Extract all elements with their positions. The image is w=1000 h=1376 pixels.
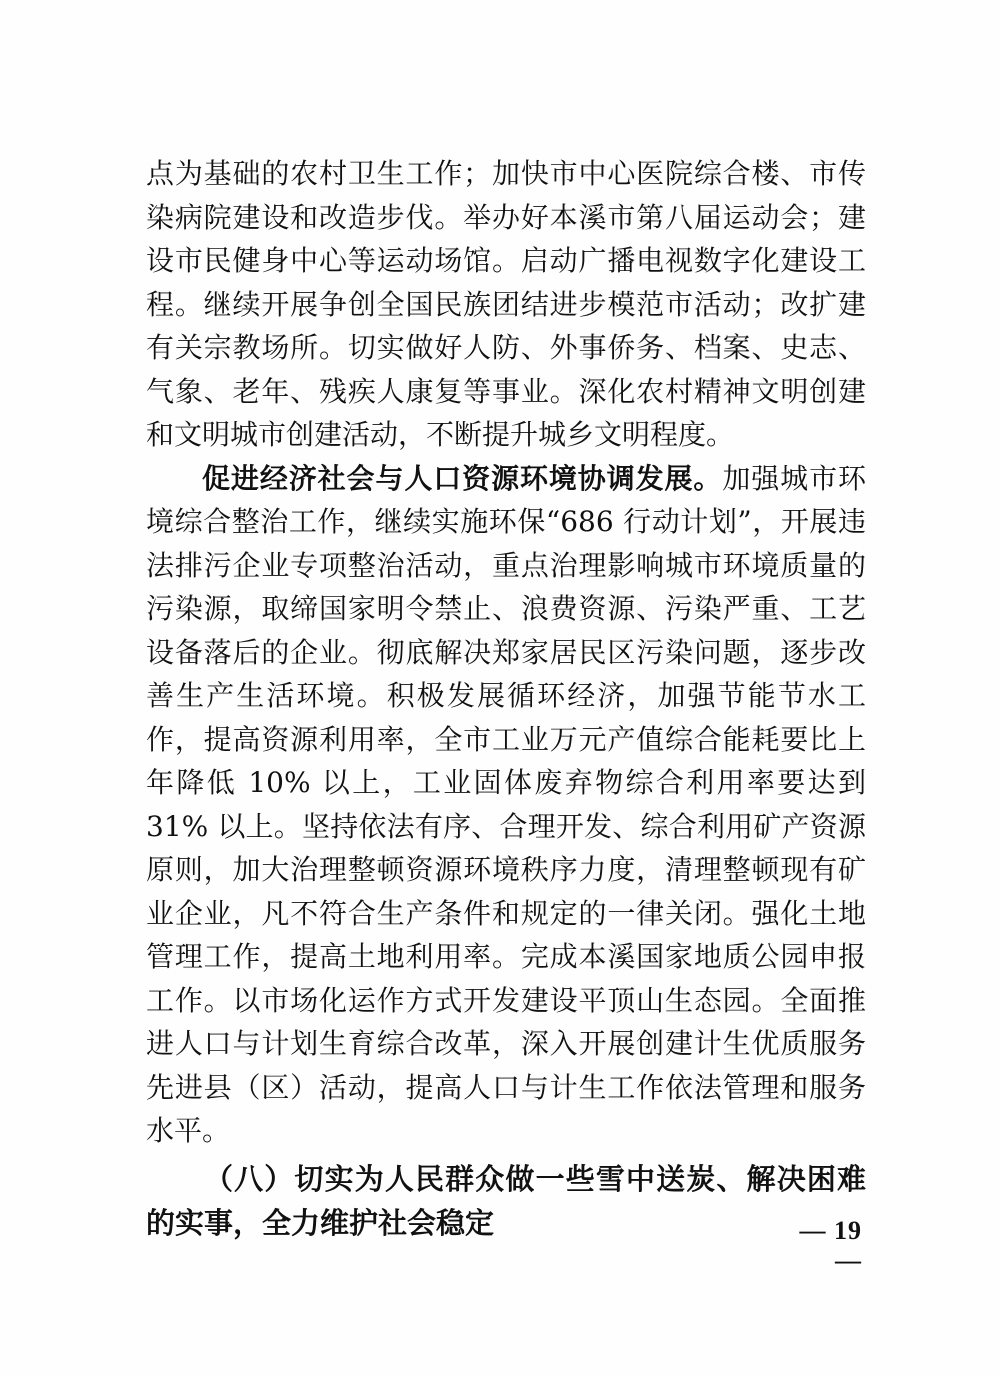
paragraph-body-text: 加强城市环境综合整治工作，继续实施环保“686 行动计划”，开展违法排污企业专项整治活动，重点治理影响城市环境质量的污染源，取缔国家明令禁止、浪费资源、污染严重、工艺设备落后的企业。彻底解决郑家居民区污染问题，逐步改善生产生活环境。积极发展循环经济，加强节能节水工作，提高资源利用率，全市工业万元产值综合能耗要比上年降低 10% 以上，工业固体废弃物综合利用率要达到 31% 以上。坚持依法有序、合理开发、综合利用矿产资源原则，加大治理整顿资源环境秩序力度，清理整顿现有矿业企业，凡不符合生产条件和规定的一律关闭。强化土地管理工作，提高土地利用率。完成本溪国家地质公园申报工作。以市场化运作方式开发建设平顶山生态园。全面推进人口与计划生育综合改革，深入开展创建计生优质服务先进县（区）活动，提高人口与计生工作依法管理和服务水平。 bbox=[146, 461, 866, 1147]
body-text bbox=[146, 152, 866, 1245]
page-number: — 19 — bbox=[799, 1216, 862, 1275]
section-heading: （八）切实为人民群众做一些雪中送炭、解决困难的实事，全力维护社会稳定 bbox=[146, 1161, 866, 1240]
paragraph-lead-sentence: 促进经济社会与人口资源环境协调发展。 bbox=[202, 461, 723, 495]
continuation-paragraph: 点为基础的农村卫生工作；加快市中心医院综合楼、市传染病院建设和改造步伐。举办好本溪市第八届运动会；建设市民健身中心等运动场馆。启动广播电视数字化建设工程。继续开展争创全国民族团结进步模范市活动；改扩建有关宗教场所。切实做好人防、外事侨务、档案、史志、气象、老年、残疾人康复等事业。深化农村精神文明创建和文明城市创建活动，不断提升城乡文明程度。 bbox=[146, 157, 866, 451]
paragraph-environment bbox=[146, 457, 866, 1153]
